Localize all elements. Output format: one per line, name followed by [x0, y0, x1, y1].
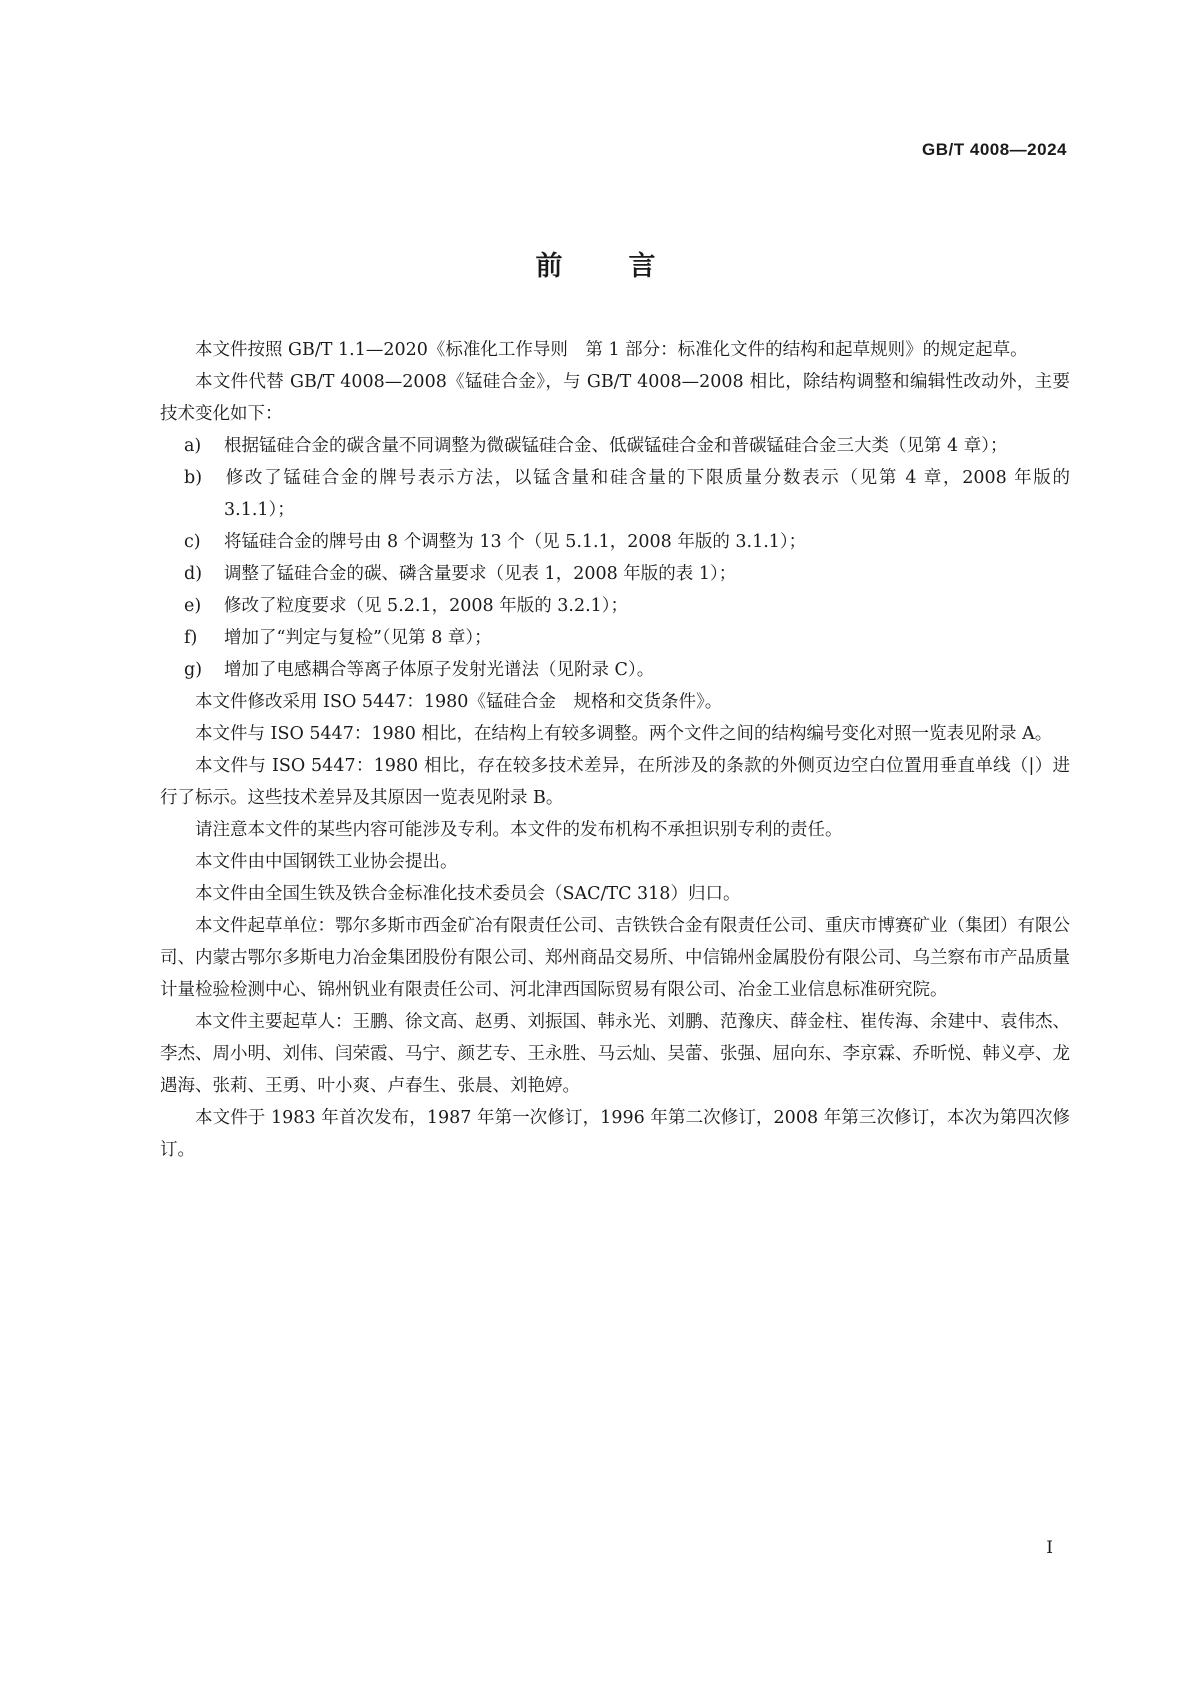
- change-label: b): [184, 468, 203, 488]
- paragraph-replacement: 本文件代替 GB/T 4008—2008《锰硅合金》，与 GB/T 4008—2008 相比，除结构调整和编辑性改动外，主要技术变化如下：: [160, 372, 1070, 424]
- change-item-d: [160, 558, 1070, 590]
- change-item-c: [160, 526, 1070, 558]
- standard-code: GB/T 4008—2024: [922, 140, 1067, 159]
- change-item-e: [160, 590, 1070, 622]
- paragraph-drafters: 本文件主要起草人：王鹏、徐文高、赵勇、刘振国、韩永光、刘鹏、范豫庆、薛金柱、崔传海、余建中、袁伟杰、李杰、周小明、刘伟、闫荣霞、马宁、颜艺专、王永胜、马云灿、吴蕾、张强、屈向东、李京霖、乔昕悦、韩义亭、龙遇海、张莉、王勇、叶小爽、卢春生、张晨、刘艳婷。: [160, 1012, 1070, 1096]
- foreword-body: [160, 334, 1070, 1166]
- paragraph-drafting-rules: 本文件按照 GB/T 1.1—2020《标准化工作导则 第 1 部分：标准化文件的结构和起草规则》的规定起草。: [195, 340, 1028, 360]
- change-item-a: [160, 430, 1070, 462]
- change-text: 增加了电感耦合等离子体原子发射光谱法（见附录 C）。: [224, 660, 655, 680]
- change-text: 修改了锰硅合金的牌号表示方法，以锰含量和硅含量的下限质量分数表示（见第 4 章，2008 年版的 3.1.1）；: [224, 468, 1070, 520]
- paragraph-technical-diff: 本文件与 ISO 5447：1980 相比，存在较多技术差异，在所涉及的条款的外侧页边空白位置用垂直单线（|）进行了标示。这些技术差异及其原因一览表见附录 B。: [160, 756, 1070, 808]
- page-title: [0, 244, 1191, 283]
- change-text: 增加了“判定与复检”（见第 8 章）；: [224, 628, 492, 648]
- change-text: 根据锰硅合金的碳含量不同调整为微碳锰硅合金、低碳锰硅合金和普碳锰硅合金三大类（见第 4 章）；: [224, 436, 1008, 456]
- page-number: I: [1046, 1538, 1053, 1558]
- change-label: d): [184, 564, 203, 584]
- change-label: a): [184, 436, 202, 456]
- paragraph-committee: 本文件由全国生铁及铁合金标准化技术委员会（SAC/TC 318）归口。: [195, 884, 741, 904]
- change-item-b: [160, 462, 1070, 526]
- change-item-g: [160, 654, 1070, 686]
- change-label: g): [184, 660, 203, 680]
- title-char-2: 言: [628, 251, 656, 282]
- paragraph-proposer: 本文件由中国钢铁工业协会提出。: [195, 852, 458, 872]
- title-char-1: 前: [535, 251, 563, 282]
- paragraph-history: 本文件于 1983 年首次发布，1987 年第一次修订，1996 年第二次修订，2008 年第三次修订，本次为第四次修订。: [160, 1108, 1070, 1160]
- change-text: 将锰硅合金的牌号由 8 个调整为 13 个（见 5.1.1，2008 年版的 3.1.1）；: [224, 532, 807, 552]
- change-label: c): [184, 532, 201, 552]
- change-label: e): [184, 596, 202, 616]
- change-text: 调整了锰硅合金的碳、磷含量要求（见表 1，2008 年版的表 1）；: [224, 564, 737, 584]
- change-label: f): [184, 628, 198, 648]
- paragraph-structure-diff: 本文件与 ISO 5447：1980 相比，在结构上有较多调整。两个文件之间的结构编号变化对照一览表见附录 A。: [195, 724, 1053, 744]
- paragraph-drafting-units: 本文件起草单位：鄂尔多斯市西金矿冶有限责任公司、吉铁铁合金有限责任公司、重庆市博赛矿业（集团）有限公司、内蒙古鄂尔多斯电力冶金集团股份有限公司、郑州商品交易所、中信锦州金属股份有限公司、乌兰察布市产品质量计量检验检测中心、锦州钒业有限责任公司、河北津西国际贸易有限公司、冶金工业信息标准研究院。: [160, 916, 1070, 1000]
- paragraph-iso-adoption: 本文件修改采用 ISO 5447：1980《锰硅合金 规格和交货条件》。: [195, 692, 723, 712]
- paragraph-patent-notice: 请注意本文件的某些内容可能涉及专利。本文件的发布机构不承担识别专利的责任。: [195, 820, 843, 840]
- change-text: 修改了粒度要求（见 5.2.1，2008 年版的 3.2.1）；: [224, 596, 629, 616]
- change-item-f: [160, 622, 1070, 654]
